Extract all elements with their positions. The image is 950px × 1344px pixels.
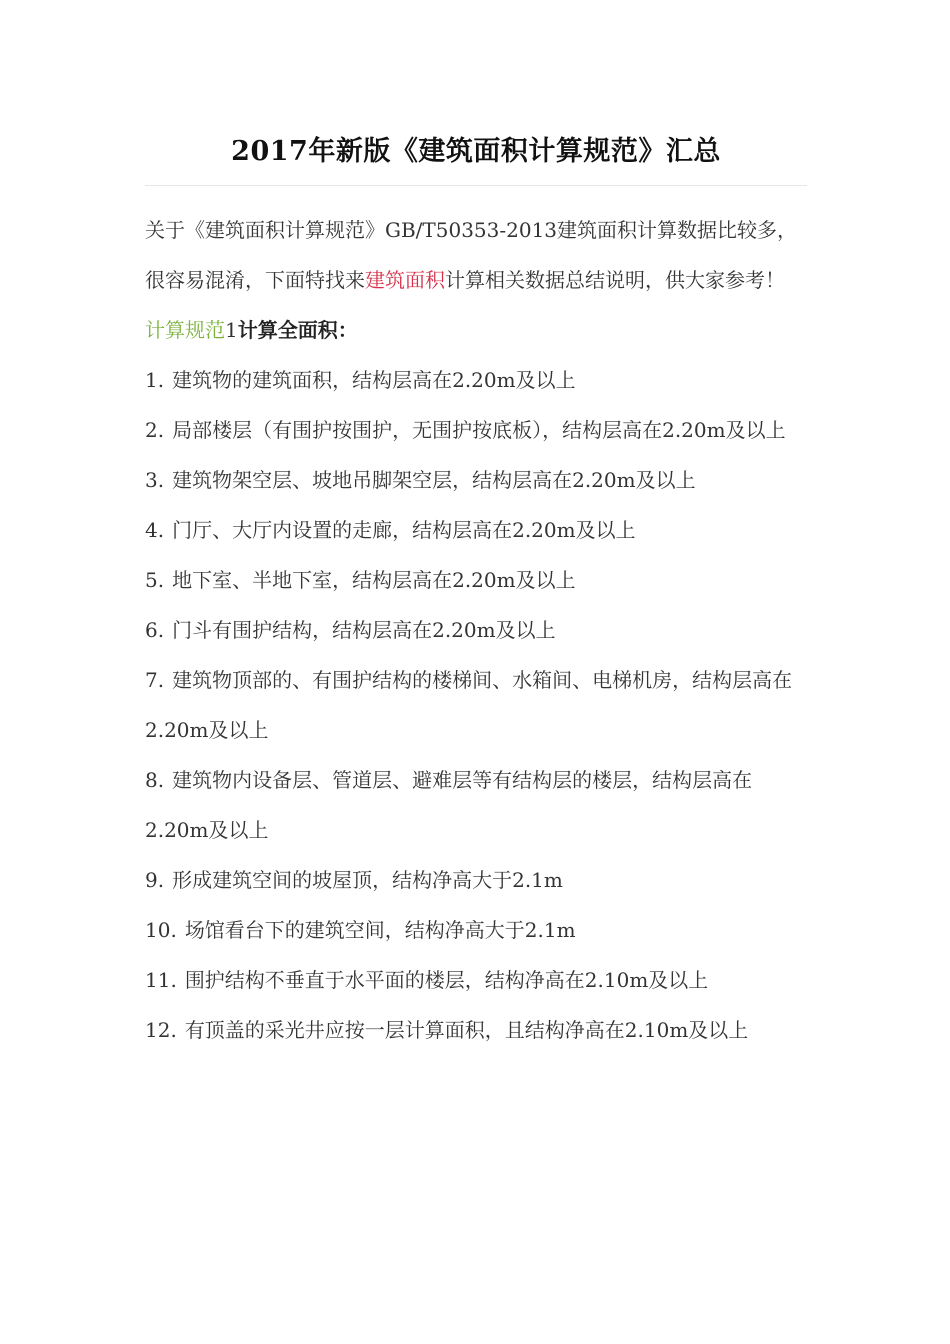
list-item-number: 6.	[145, 618, 165, 642]
list-item-text: 围护结构不垂直于水平面的楼层，结构净高在2.10m及以上	[184, 968, 709, 992]
list-item-text: 建筑物架空层、坡地吊脚架空层，结构层高在2.20m及以上	[172, 468, 696, 492]
section-number: 1	[225, 318, 238, 342]
intro-text-after: 计算相关数据总结说明，供大家参考！	[445, 268, 785, 292]
list-item-text: 门斗有围护结构，结构层高在2.20m及以上	[172, 618, 556, 642]
list-item	[145, 1005, 807, 1055]
list-item	[145, 455, 807, 505]
list-item	[145, 855, 807, 905]
list-item	[145, 405, 807, 455]
list-item-number: 2.	[145, 418, 165, 442]
list-item-number: 11.	[145, 968, 177, 992]
list-item-number: 8.	[145, 768, 165, 792]
list-item	[145, 905, 807, 955]
section-heading	[145, 305, 807, 355]
list-item-number: 7.	[145, 668, 165, 692]
list-item-text: 门厅、大厅内设置的走廊，结构层高在2.20m及以上	[172, 518, 636, 542]
list-item	[145, 755, 807, 855]
list-item-number: 4.	[145, 518, 165, 542]
list-item-number: 1.	[145, 368, 165, 392]
list-item-number: 5.	[145, 568, 165, 592]
list-item-text: 地下室、半地下室，结构层高在2.20m及以上	[172, 568, 576, 592]
list-item	[145, 505, 807, 555]
section-tag-link[interactable]: 计算规范	[145, 318, 225, 342]
list-item	[145, 355, 807, 405]
list-item-number: 10.	[145, 918, 177, 942]
list-item	[145, 955, 807, 1005]
list-item	[145, 655, 807, 755]
list-item-text: 局部楼层（有围护按围护，无围护按底板），结构层高在2.20m及以上	[172, 418, 786, 442]
list-item-text: 有顶盖的采光井应按一层计算面积，且结构净高在2.10m及以上	[184, 1018, 749, 1042]
list-item	[145, 605, 807, 655]
list-item-text: 建筑物的建筑面积，结构层高在2.20m及以上	[172, 368, 576, 392]
list-item-text: 场馆看台下的建筑空间，结构净高大于2.1m	[184, 918, 576, 942]
article-body	[145, 205, 807, 1055]
list-item-number: 9.	[145, 868, 165, 892]
list-item-number: 12.	[145, 1018, 177, 1042]
list-item-text: 建筑物顶部的、有围护结构的楼梯间、水箱间、电梯机房，结构层高在2.20m及以上	[145, 668, 793, 742]
list-item	[145, 555, 807, 605]
section-heading-text: 计算全面积：	[237, 318, 358, 342]
list-item-text: 建筑物内设备层、管道层、避难层等有结构层的楼层，结构层高在2.20m及以上	[145, 768, 753, 842]
building-area-link[interactable]: 建筑面积	[365, 268, 445, 292]
page-title: 2017年新版《建筑面积计算规范》汇总	[231, 136, 721, 167]
intro-paragraph	[145, 205, 807, 305]
list-item-number: 3.	[145, 468, 165, 492]
title-divider	[145, 185, 807, 186]
intro-text-before: 关于《建筑面积计算规范》GB/T50353-2013建筑面积计算数据比较多，很容易混淆，下面特找来	[145, 218, 798, 292]
list-item-text: 形成建筑空间的坡屋顶，结构净高大于2.1m	[172, 868, 563, 892]
